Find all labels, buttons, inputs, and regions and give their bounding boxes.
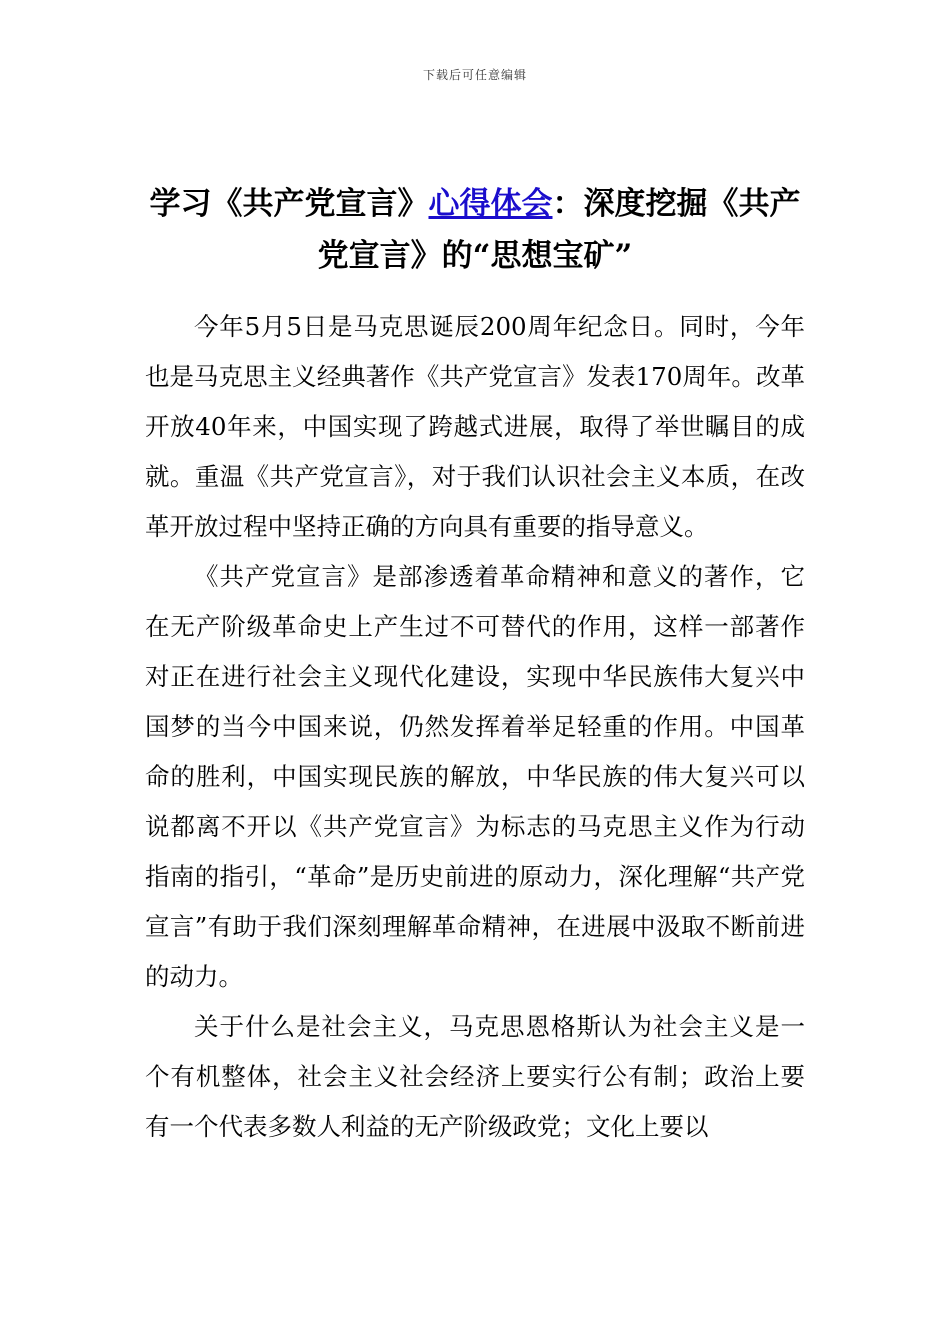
paragraph-1: 今年5月5日是马克思诞辰200周年纪念日。同时，今年也是马克思主义经典著作《共产党宣言》发表170周年。改革开放40年来，中国实现了跨越式进展，取得了举世瞩目的成就。重温《共产党宣言》，对于我们认识社会主义本质，在改革开放过程中坚持正确的方向具有重要的指导意义。 xyxy=(145,312,805,541)
title-part-2: ：深度挖掘《共产党宣言》的“思想宝矿” xyxy=(317,186,801,274)
document-title xyxy=(145,178,805,282)
title-link-xinde-tihui[interactable]: 心得体会 xyxy=(428,186,553,222)
title-part-1: 学习《共产党宣言》 xyxy=(149,186,429,222)
document-body xyxy=(145,302,805,1152)
paragraph-2: 《共产党宣言》是部渗透着革命精神和意义的著作，它在无产阶级革命史上产生过不可替代的作用，这样一部著作对正在进行社会主义现代化建设，实现中华民族伟大复兴中国梦的当今中国来说，仍然发挥着举足轻重的作用。中国革命的胜利，中国实现民族的解放，中华民族的伟大复兴可以说都离不开以《共产党宣言》为标志的马克思主义作为行动指南的指引，“革命”是历史前进的原动力，深化理解“共产党宣言”有助于我们深刻理解革命精神，在进展中汲取不断前进的动力。 xyxy=(145,562,805,991)
header-note: 下载后可任意编辑 xyxy=(422,68,527,82)
paragraph-3: 关于什么是社会主义，马克思恩格斯认为社会主义是一个有机整体，社会主义社会经济上要实行公有制；政治上要有一个代表多数人利益的无产阶级政党；文化上要以 xyxy=(145,1012,805,1141)
